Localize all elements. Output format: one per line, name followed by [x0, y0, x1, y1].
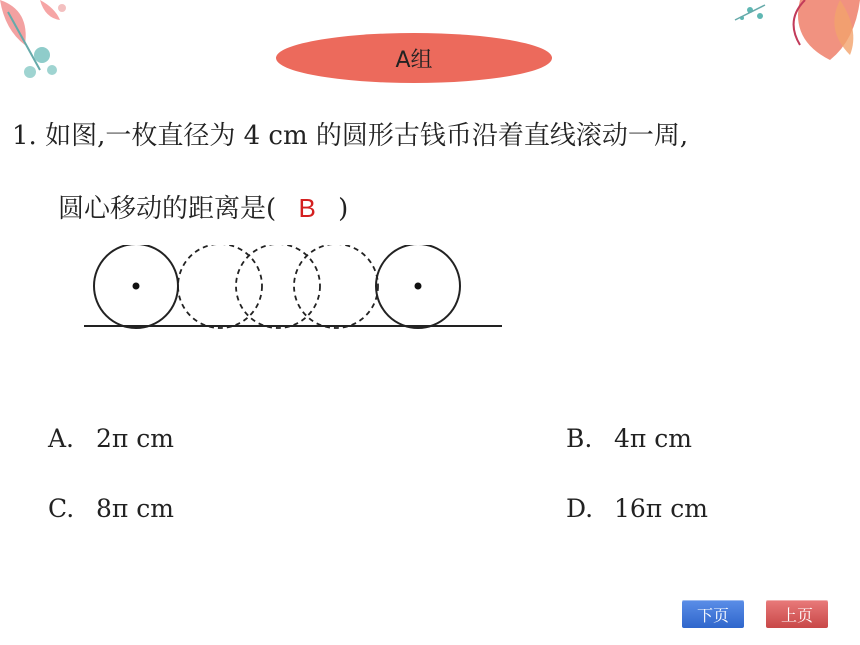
answer-choice: B: [298, 193, 316, 223]
group-label-badge: [276, 33, 552, 83]
question-text-2: 圆心移动的距离是(: [58, 194, 277, 224]
coin-end-center: [415, 283, 422, 290]
next-page-button[interactable]: [682, 600, 744, 628]
previous-page-label: 上页: [780, 605, 813, 625]
option-a: [48, 424, 174, 453]
question-line-1: [12, 118, 688, 154]
option-d-value: 16π cm: [614, 494, 708, 523]
option-a-value: 2π cm: [96, 424, 174, 453]
next-page-label: 下页: [696, 605, 729, 625]
floral-decoration-right-icon: [730, 0, 860, 80]
coin-path-3: [294, 245, 378, 328]
option-b-value: 4π cm: [614, 424, 692, 453]
option-a-label: A.: [48, 424, 75, 453]
rolling-coin-figure: [80, 245, 510, 335]
coin-path-2: [236, 245, 320, 328]
option-d-label: D.: [566, 494, 594, 523]
option-d: [566, 494, 708, 523]
option-b: [566, 424, 692, 453]
question-text-1: 如图,一枚直径为 4 cm 的圆形古钱币沿着直线滚动一周,: [45, 121, 689, 151]
option-c: [48, 494, 174, 523]
option-c-value: 8π cm: [96, 494, 174, 523]
question-number: 1.: [12, 121, 37, 151]
coin-start-center: [133, 283, 140, 290]
option-c-label: C.: [48, 494, 75, 523]
option-b-label: B.: [566, 424, 593, 453]
question-line-2: [58, 190, 348, 227]
group-label: A组: [395, 47, 433, 73]
floral-decoration-left-icon: [0, 0, 90, 90]
coin-path-1: [178, 245, 262, 328]
question-paren-close: ): [338, 194, 349, 224]
previous-page-button[interactable]: [766, 600, 828, 628]
